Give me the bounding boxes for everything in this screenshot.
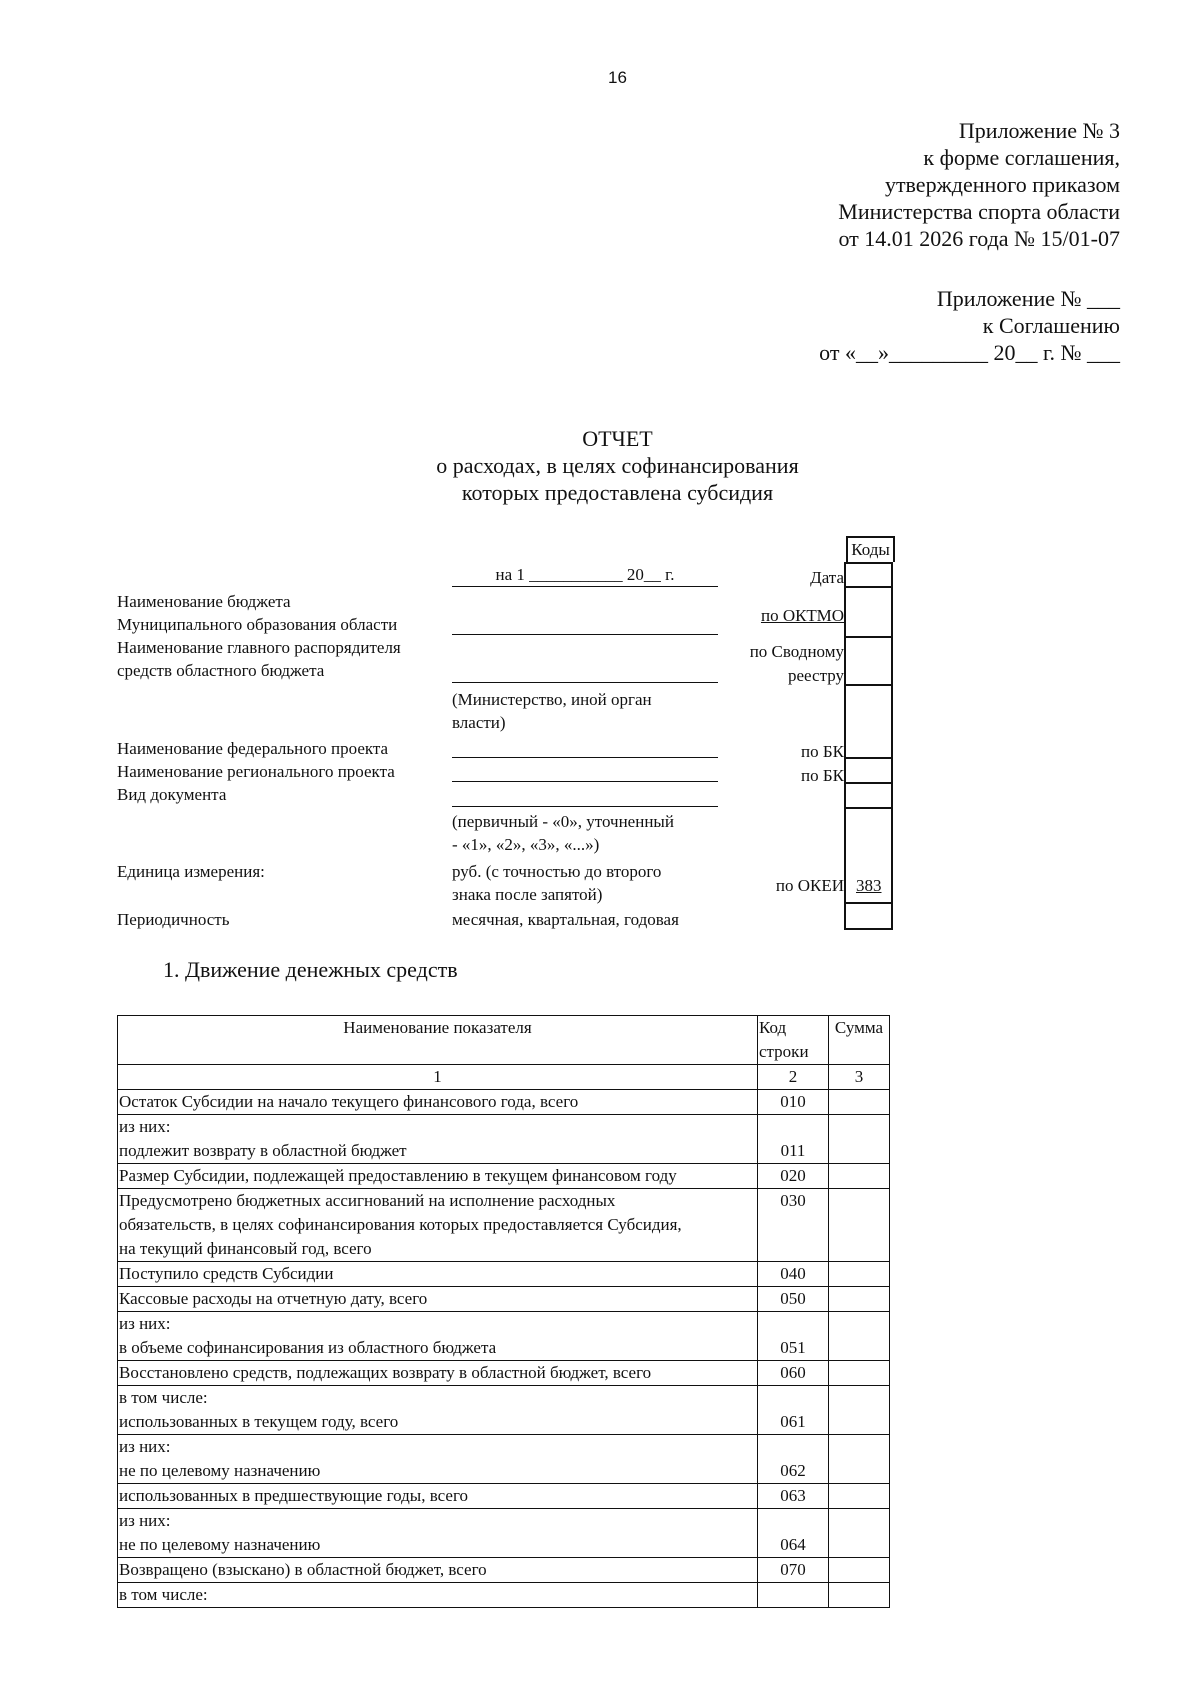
col-num: 2 <box>758 1065 829 1090</box>
unit-value-line: знака после запятой) <box>452 885 603 904</box>
agreement-appendix-line: к Соглашению <box>982 313 1120 338</box>
table-row <box>118 1287 890 1312</box>
row-code: 064 <box>758 1509 829 1558</box>
head-code-line: строки <box>759 1042 809 1061</box>
appendix-line: утвержденного приказом <box>884 172 1120 197</box>
report-title <box>0 425 1200 506</box>
row-label-line: из них: <box>119 1511 171 1530</box>
code-cell-divider <box>846 562 891 564</box>
row-label-line: в том числе: <box>119 1388 208 1407</box>
row-sum-cell[interactable] <box>829 1484 890 1509</box>
col-num: 3 <box>829 1065 890 1090</box>
head-code-line: Код <box>759 1018 787 1037</box>
title-line: о расходах, в целях софинансирования <box>436 453 799 478</box>
row-label <box>118 1361 758 1386</box>
row-code: 051 <box>758 1312 829 1361</box>
code-cell-divider <box>846 902 891 904</box>
code-cell-divider <box>846 636 891 638</box>
main-admin-field[interactable] <box>452 682 718 683</box>
row-code: 040 <box>758 1262 829 1287</box>
head-sum: Сумма <box>829 1016 890 1065</box>
unit-value <box>452 860 661 906</box>
head-name: Наименование показателя <box>118 1016 758 1065</box>
table-row <box>118 1361 890 1386</box>
appendix-block <box>838 117 1120 252</box>
row-sum-cell[interactable] <box>829 1164 890 1189</box>
row-sum-cell[interactable] <box>829 1509 890 1558</box>
table-row <box>118 1312 890 1361</box>
date-line: на 1 ___________ 20__ г. <box>495 565 675 584</box>
code-cell-divider <box>846 807 891 809</box>
date-underline <box>452 586 718 587</box>
table-row <box>118 1484 890 1509</box>
row-code: 020 <box>758 1164 829 1189</box>
ministry-note-line: власти) <box>452 713 506 732</box>
row-code: 030 <box>758 1189 829 1262</box>
head-code <box>758 1016 829 1065</box>
row-sum-cell[interactable] <box>829 1115 890 1164</box>
row-label <box>118 1484 758 1509</box>
agreement-appendix-line: от «__»_________ 20__ г. № ___ <box>819 340 1120 365</box>
row-label <box>118 1164 758 1189</box>
row-label-line: использованных в текущем году, всего <box>119 1412 399 1431</box>
row-code: 061 <box>758 1386 829 1435</box>
col-num: 1 <box>118 1065 758 1090</box>
oktmo-label: по ОКТМО <box>760 606 844 625</box>
date-label: Дата <box>810 568 844 587</box>
regional-project-field[interactable] <box>452 781 718 782</box>
row-label-line: Размер Субсидии, подлежащей предоставлению в текущем финансовом году <box>119 1166 677 1185</box>
row-label <box>118 1115 758 1164</box>
title-line: которых предоставлена субсидия <box>461 480 774 505</box>
budget-name-line: Муниципального образования области <box>117 615 398 634</box>
unit-label: Единица измерения: <box>117 862 265 881</box>
agreement-appendix-line: Приложение № ___ <box>936 286 1120 311</box>
row-code: 063 <box>758 1484 829 1509</box>
row-label-line: не по целевому назначению <box>119 1535 321 1554</box>
federal-project-label: Наименование федерального проекта <box>117 739 389 758</box>
budget-name-field[interactable] <box>452 634 718 635</box>
row-label-line: из них: <box>119 1314 171 1333</box>
table-row <box>118 1189 890 1262</box>
row-label-line: в том числе: <box>119 1585 208 1604</box>
row-sum-cell[interactable] <box>829 1312 890 1361</box>
appendix-line: от 14.01 2026 года № 15/01-07 <box>838 226 1120 251</box>
table-row <box>118 1115 890 1164</box>
row-label-line: Поступило средств Субсидии <box>119 1264 334 1283</box>
code-cell-divider <box>846 757 891 759</box>
row-label-line: в объеме софинансирования из областного бюджета <box>119 1338 497 1357</box>
svod-label-2: реестру <box>788 666 844 685</box>
row-sum-cell[interactable] <box>829 1189 890 1262</box>
federal-project-field[interactable] <box>452 757 718 758</box>
ministry-note-line: (Министерство, иной орган <box>452 690 652 709</box>
column-number-row <box>118 1065 890 1090</box>
row-sum-cell[interactable] <box>829 1435 890 1484</box>
row-label-line: на текущий финансовый год, всего <box>119 1239 372 1258</box>
row-label-line: Предусмотрено бюджетных ассигнований на исполнение расходных <box>119 1191 616 1210</box>
okei-label: по ОКЕИ <box>775 876 844 895</box>
period-label: Периодичность <box>117 910 230 929</box>
page-number: 16 <box>608 68 627 87</box>
appendix-line: Приложение № 3 <box>958 118 1120 143</box>
doc-type-field[interactable] <box>452 806 718 807</box>
row-code <box>758 1583 829 1608</box>
row-label-line: Кассовые расходы на отчетную дату, всего <box>119 1289 428 1308</box>
bk-label: по БК <box>801 742 844 761</box>
project-labels <box>117 737 395 806</box>
appendix-line: к форме соглашения, <box>923 145 1120 170</box>
doc-type-note <box>452 810 674 856</box>
row-sum-cell[interactable] <box>829 1361 890 1386</box>
table-row <box>118 1164 890 1189</box>
row-label <box>118 1090 758 1115</box>
table-row <box>118 1558 890 1583</box>
row-label-line: из них: <box>119 1117 171 1136</box>
table-row <box>118 1583 890 1608</box>
svod-label: по Сводному <box>749 642 844 661</box>
okei-code: 383 <box>856 876 882 895</box>
main-admin-line: Наименование главного распорядителя <box>117 638 401 657</box>
row-label <box>118 1509 758 1558</box>
row-code: 011 <box>758 1115 829 1164</box>
row-label-line: Восстановлено средств, подлежащих возврату в областной бюджет, всего <box>119 1363 652 1382</box>
table-row <box>118 1386 890 1435</box>
row-code: 010 <box>758 1090 829 1115</box>
row-label-line: использованных в предшествующие годы, всего <box>119 1486 468 1505</box>
regional-project-label: Наименование регионального проекта <box>117 762 395 781</box>
bk-label-2: по БК <box>801 766 844 785</box>
table-row <box>118 1435 890 1484</box>
row-code: 060 <box>758 1361 829 1386</box>
table-row <box>118 1262 890 1287</box>
row-label-line: Остаток Субсидии на начало текущего финансового года, всего <box>119 1092 579 1111</box>
row-label <box>118 1558 758 1583</box>
row-label <box>118 1583 758 1608</box>
row-sum-cell[interactable] <box>829 1386 890 1435</box>
row-sum-cell[interactable] <box>829 1287 890 1312</box>
budget-name-label <box>117 590 401 682</box>
code-cell-divider <box>846 684 891 686</box>
row-code: 050 <box>758 1287 829 1312</box>
row-sum-cell[interactable] <box>829 1583 890 1608</box>
main-admin-line: средств областного бюджета <box>117 661 325 680</box>
unit-value-line: руб. (с точностью до второго <box>452 862 662 881</box>
doc-type-note-line: (первичный - «0», уточненный <box>452 812 674 831</box>
row-sum-cell[interactable] <box>829 1262 890 1287</box>
row-label-line: обязательств, в целях софинансирования которых предоставляется Субсидия, <box>119 1215 682 1234</box>
appendix-line: Министерства спорта области <box>838 199 1120 224</box>
row-code: 062 <box>758 1435 829 1484</box>
budget-name-line: Наименование бюджета <box>117 592 291 611</box>
section-title: 1. Движение денежных средств <box>163 957 458 982</box>
row-sum-cell[interactable] <box>829 1558 890 1583</box>
ministry-note <box>452 688 652 734</box>
row-label <box>118 1189 758 1262</box>
doc-type-label: Вид документа <box>117 785 227 804</box>
title-line: ОТЧЕТ <box>582 426 653 451</box>
row-label <box>118 1435 758 1484</box>
table-row <box>118 1090 890 1115</box>
row-code: 070 <box>758 1558 829 1583</box>
doc-type-note-line: - «1», «2», «3», «...») <box>452 835 600 854</box>
row-label <box>118 1262 758 1287</box>
period-value: месячная, квартальная, годовая <box>452 910 679 929</box>
code-cell-divider <box>846 586 891 588</box>
row-label <box>118 1386 758 1435</box>
agreement-appendix-block <box>819 285 1120 366</box>
row-label-line: из них: <box>119 1437 171 1456</box>
row-label-line: подлежит возврату в областной бюджет <box>119 1141 407 1160</box>
table-header-row <box>118 1016 890 1065</box>
codes-header: Коды <box>846 536 895 562</box>
row-label-line: Возвращено (взыскано) в областной бюджет, всего <box>119 1560 487 1579</box>
cash-flow-table <box>117 1015 890 1608</box>
row-sum-cell[interactable] <box>829 1090 890 1115</box>
code-cell-divider <box>846 782 891 784</box>
table-row <box>118 1509 890 1558</box>
row-label <box>118 1312 758 1361</box>
row-label <box>118 1287 758 1312</box>
row-label-line: не по целевому назначению <box>119 1461 321 1480</box>
